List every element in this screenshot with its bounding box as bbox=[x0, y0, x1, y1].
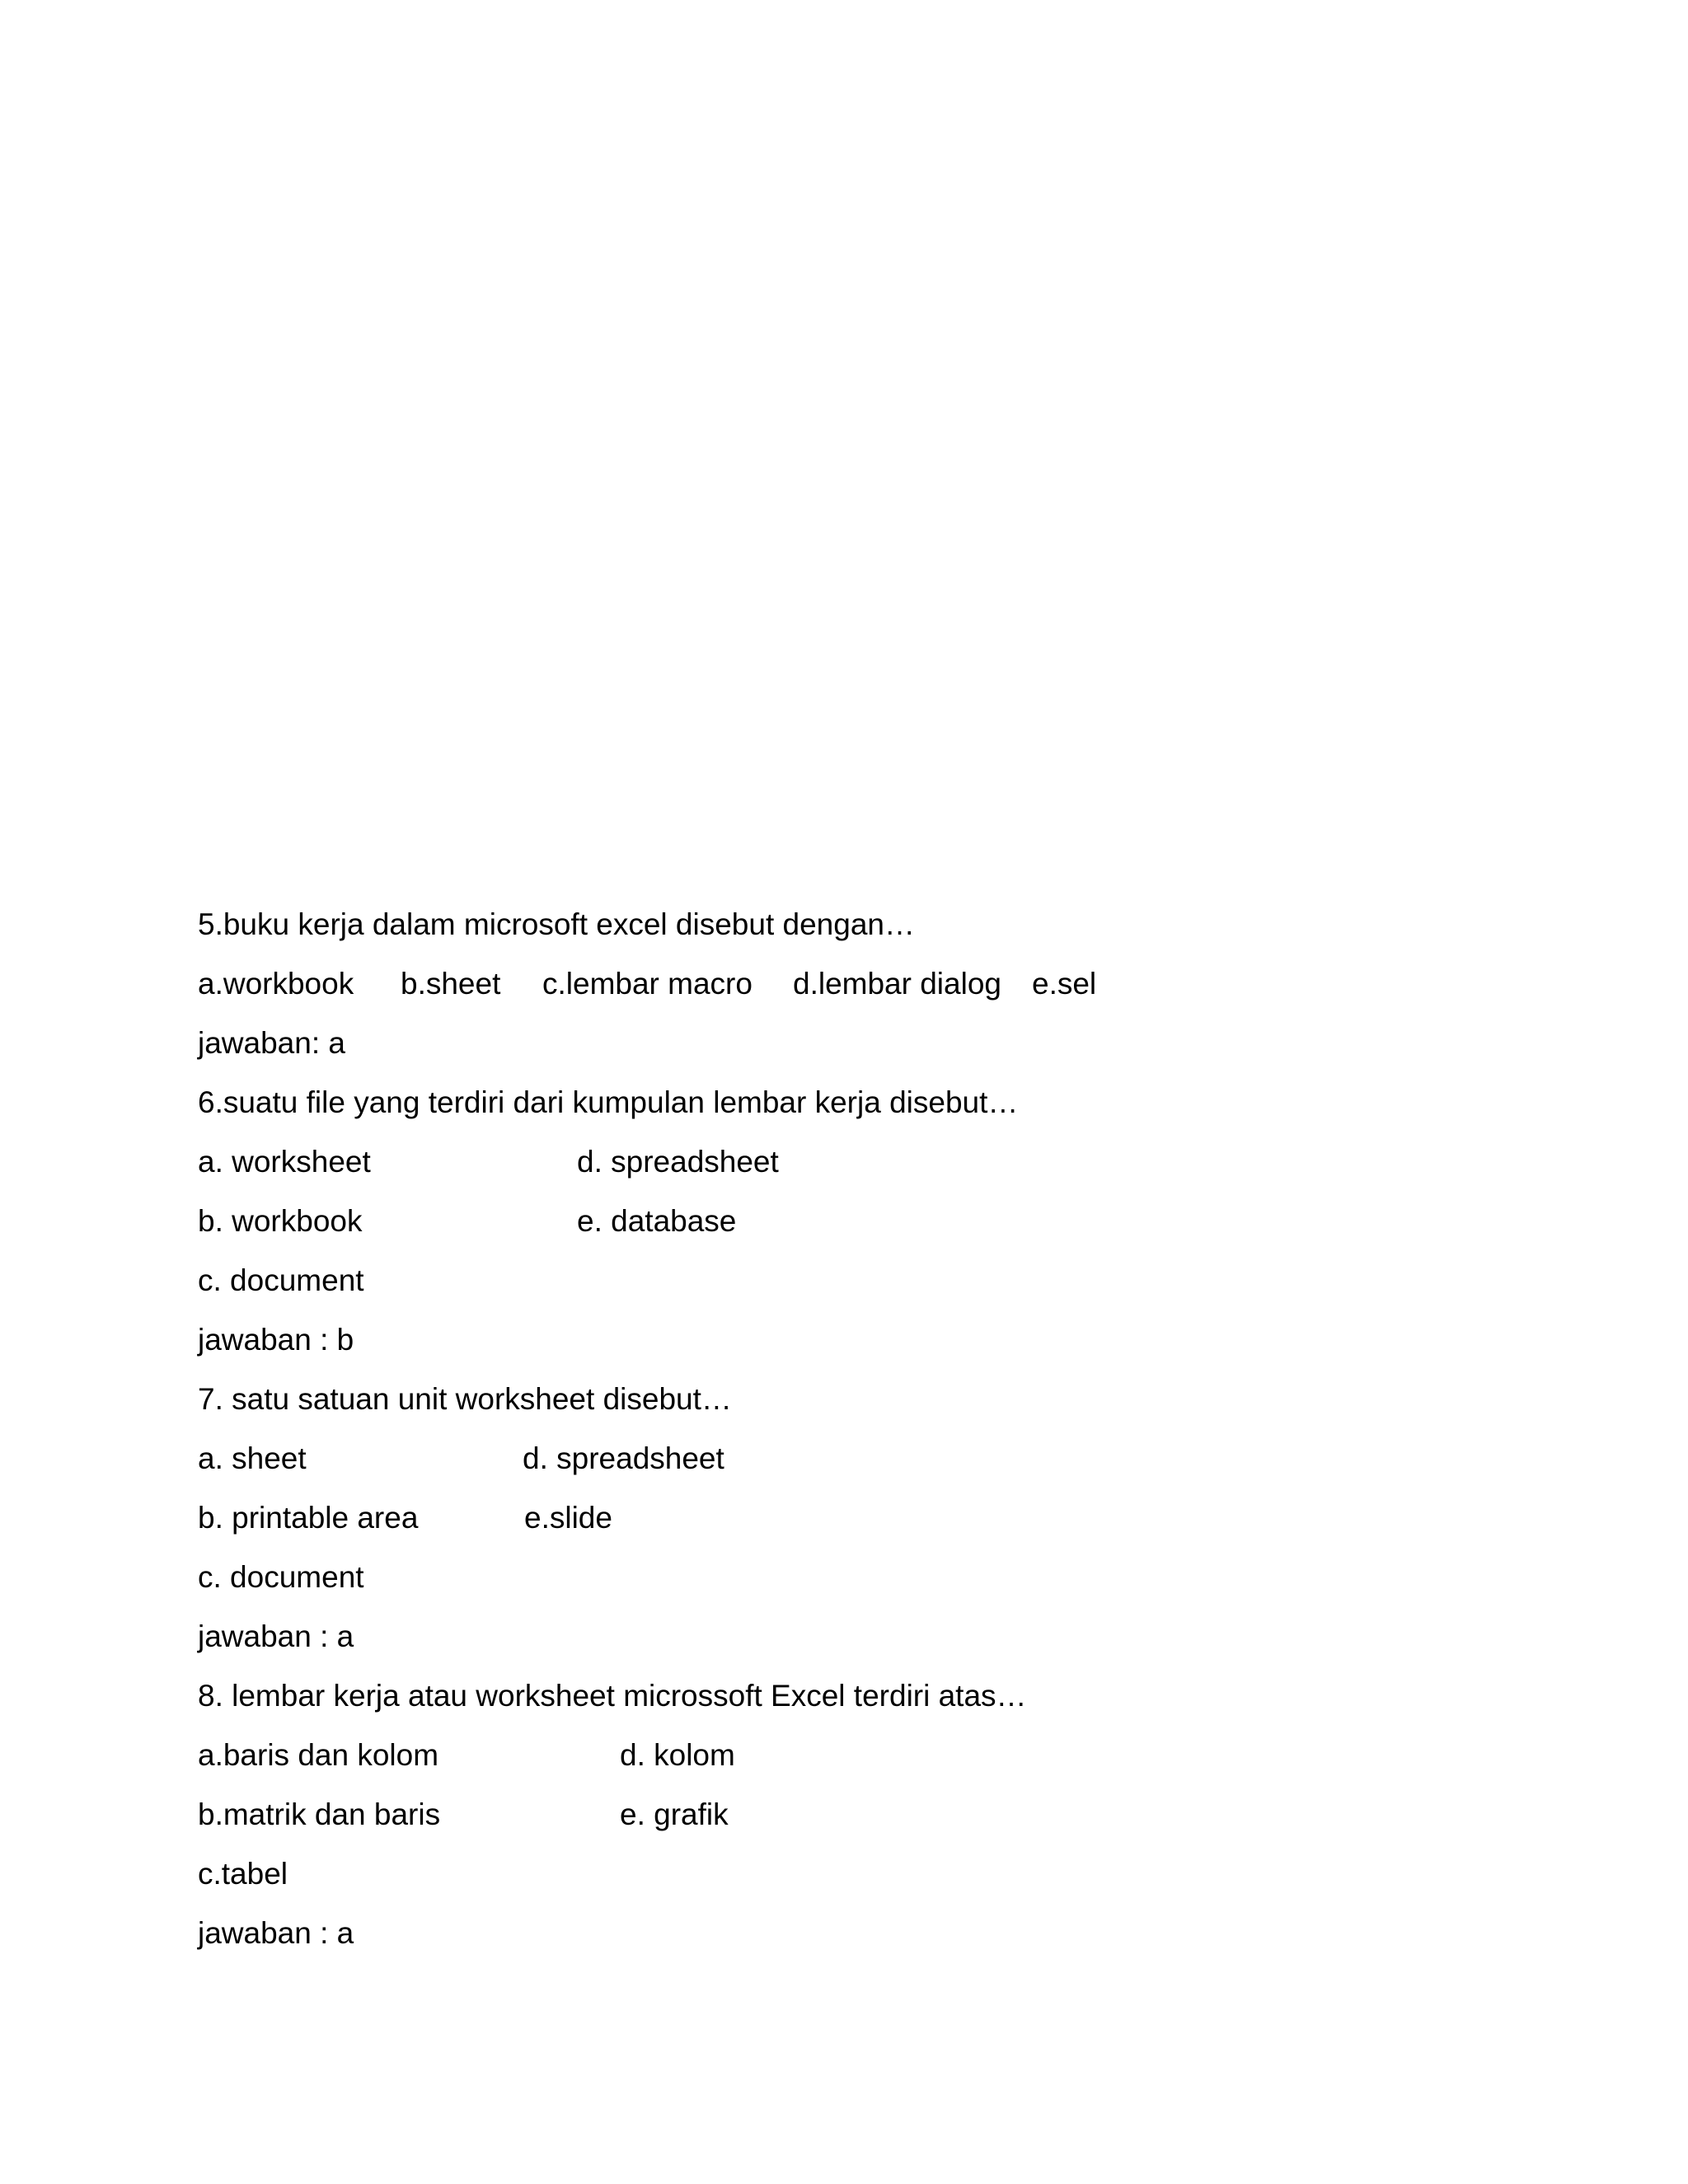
question-6-option-a: a. worksheet bbox=[198, 1145, 371, 1179]
question-5-answer: jawaban: a bbox=[198, 1026, 345, 1060]
question-6-option-c: c. document bbox=[198, 1263, 364, 1297]
question-5-text: 5.buku kerja dalam microsoft excel disebut dengan… bbox=[198, 907, 915, 941]
question-8-text: 8. lembar kerja atau worksheet microssoft Excel terdiri atas… bbox=[198, 1679, 1027, 1713]
question-8-answer: jawaban : a bbox=[198, 1916, 354, 1950]
question-6-option-b: b. workbook bbox=[198, 1204, 363, 1238]
question-5-option-a: a.workbook bbox=[198, 967, 354, 1001]
question-8-option-e: e. grafik bbox=[620, 1797, 729, 1831]
question-6-option-d: d. spreadsheet bbox=[577, 1145, 779, 1179]
question-5-option-e: e.sel bbox=[1032, 967, 1097, 1001]
question-5-option-d: d.lembar dialog bbox=[793, 967, 1001, 1001]
question-7-option-d: d. spreadsheet bbox=[523, 1441, 724, 1475]
question-6-answer: jawaban : b bbox=[198, 1323, 354, 1357]
question-8-option-d: d. kolom bbox=[620, 1738, 735, 1772]
question-7-option-e: e.slide bbox=[524, 1501, 612, 1535]
question-8-option-a: a.baris dan kolom bbox=[198, 1738, 439, 1772]
question-7-option-c: c. document bbox=[198, 1560, 364, 1594]
question-8-option-c: c.tabel bbox=[198, 1857, 288, 1891]
question-5-option-b: b.sheet bbox=[401, 967, 501, 1001]
question-5-option-c: c.lembar macro bbox=[542, 967, 753, 1001]
question-6-option-e: e. database bbox=[577, 1204, 737, 1238]
question-7-text: 7. satu satuan unit worksheet disebut… bbox=[198, 1382, 732, 1416]
question-7-option-b: b. printable area bbox=[198, 1501, 419, 1535]
question-7-option-a: a. sheet bbox=[198, 1441, 307, 1475]
question-6-text: 6.suatu file yang terdiri dari kumpulan lembar kerja disebut… bbox=[198, 1085, 1019, 1119]
question-7-answer: jawaban : a bbox=[198, 1619, 354, 1653]
question-8-option-b: b.matrik dan baris bbox=[198, 1797, 441, 1831]
